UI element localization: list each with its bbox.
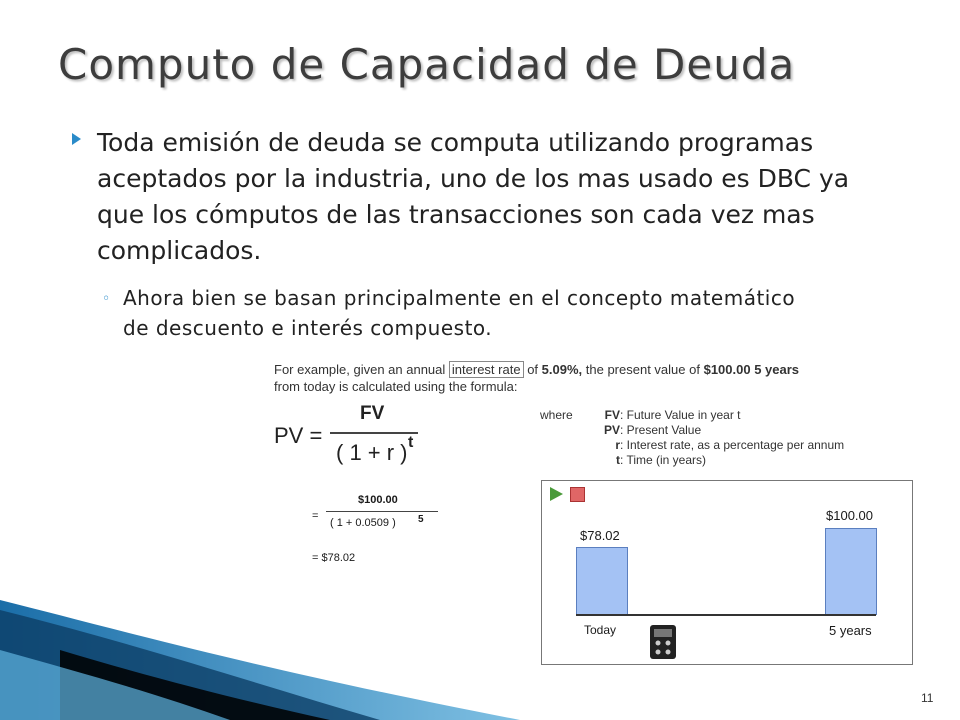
formula-numerator-value: $100.00 xyxy=(358,494,398,506)
decorative-swoosh xyxy=(0,590,520,720)
page-number: 11 xyxy=(921,691,934,705)
definition-pv xyxy=(598,423,701,437)
tick-label-today: Today xyxy=(584,623,617,637)
formula-denominator-value: ( 1 + 0.0509 ) xyxy=(330,517,396,529)
play-icon[interactable] xyxy=(550,487,563,501)
calculator-icon[interactable] xyxy=(650,625,676,659)
rate-value: 5.09%, xyxy=(541,362,583,377)
def-symbol: t xyxy=(616,453,620,467)
where-label: where xyxy=(540,408,573,422)
stop-icon[interactable] xyxy=(570,487,585,502)
equals-sign: = xyxy=(312,510,319,522)
data-label-5-years: $100.00 xyxy=(826,508,873,523)
example-line-2: from today is calculated using the formula: xyxy=(274,379,518,394)
def-symbol: r xyxy=(615,438,620,452)
years-value: 5 years xyxy=(754,362,800,377)
def-text: : Time (in years) xyxy=(620,453,707,467)
formula-exponent: t xyxy=(408,434,414,451)
bar-today xyxy=(576,547,628,615)
bullet-arrow-icon xyxy=(72,133,81,145)
definition-r xyxy=(598,438,844,452)
def-text: : Future Value in year t xyxy=(620,408,741,422)
x-axis xyxy=(576,614,876,616)
definition-fv xyxy=(598,408,741,422)
tick-label-5-years: 5 years xyxy=(829,623,872,638)
bar-5-years xyxy=(825,528,877,615)
example-text: For example, given an annual xyxy=(274,362,446,377)
formula-exponent-value: 5 xyxy=(418,514,424,525)
def-symbol: FV xyxy=(604,408,620,422)
example-line-1 xyxy=(274,362,799,377)
def-symbol: PV xyxy=(603,423,620,437)
slide-title: Computo de Capacidad de Deuda xyxy=(58,40,796,89)
interest-rate-box: interest rate xyxy=(449,361,524,378)
example-text: the present value of xyxy=(585,362,700,377)
sub-bullet-icon: ◦ xyxy=(102,291,111,307)
amount-value: $100.00 xyxy=(703,362,751,377)
example-text: of xyxy=(527,362,539,377)
bullet-main-text: Toda emisión de deuda se computa utilizando programas aceptados por la industria, uno de los mas usado es DBC ya que los cómputos de las transacciones son cada vez mas complicados. xyxy=(97,128,850,265)
formula-pv: PV = xyxy=(274,423,323,448)
fraction-line xyxy=(326,511,438,512)
formula-denominator: ( 1 + r ) xyxy=(336,440,408,465)
def-text: : Present Value xyxy=(620,423,702,437)
formula-result: = $78.02 xyxy=(312,552,356,564)
def-text: : Interest rate, as a percentage per annum xyxy=(620,438,845,452)
data-label-today: $78.02 xyxy=(580,528,620,543)
definition-t xyxy=(598,453,706,467)
formula-fv: FV xyxy=(360,403,385,424)
bullet-sub-text: Ahora bien se basan principalmente en el concepto matemático de descuento e interés compuesto. xyxy=(123,286,796,340)
fraction-line xyxy=(330,432,418,434)
